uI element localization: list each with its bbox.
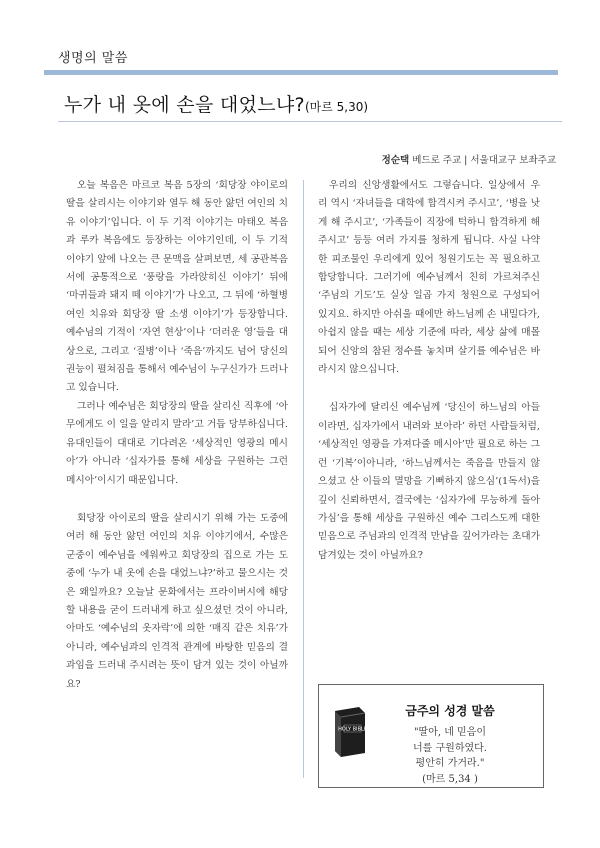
verse-box-title: 금주의 성경 말씀	[405, 704, 495, 718]
author-name: 정순택	[381, 155, 410, 166]
left-column	[66, 177, 288, 694]
column-divider	[303, 180, 304, 778]
verse-reference: (마르 5,34 )	[422, 773, 478, 785]
title-reference: (마르 5,30)	[304, 100, 369, 114]
byline	[382, 152, 556, 166]
weekly-verse-box	[318, 684, 544, 788]
verse-line: "딸아, 네 믿음이	[413, 727, 487, 738]
paragraph: 오늘 복음은 마르코 복음 5장의 ‘회당장 야이로의 딸을 살리시는 이야기와 열두 해 동안 앓던 여인의 치유 이야기’입니다. 이 두 기적 이야기는 마태오 복음과 루카 복음에도 등장하는 이야기인데, 이 두 기적 이야기 앞에 나오는 큰 문맥을 살펴보면, 세 공관복음서에 공통적으로 ‘풍랑을 가라앉히신 이야기’ 뒤에 ‘마귀들과 돼지 떼 이야기’가 나오고, 그 뒤에 ‘하혈병 여인 치유와 회당장 딸 소생 이야기’가 등장합니다. 예수님의 기적이 ‘자연 현상’이나 ‘더러운 영’들을 대상으로, 그리고 ‘질병’이나 ‘죽음’까지도 넘어 당신의 권능이 펼쳐짐을 통해서 예수님이 누구신가가 드러나고 있습니다.	[66, 180, 288, 394]
page-title	[64, 90, 368, 117]
verse-line: 너를 구원하였다.	[413, 742, 487, 754]
author-role: 베드로 주교 | 서울대교구 보좌주교	[412, 155, 556, 166]
title-rule	[58, 121, 562, 122]
verse-line: 평안히 가거라."	[415, 758, 485, 769]
bible-icon-label: HOLY BIBLE	[338, 726, 367, 733]
section-label: 생명의 말씀	[58, 51, 128, 66]
paragraph: 우리의 신앙생활에서도 그렇습니다. 일상에서 우리 역시 ‘자녀들을 대학에 합격시켜 주시고’, ‘병을 낫게 해 주시고’, ‘가족들이 직장에 턱하니 합격하게 해 주시고’ 등등 여러 가지를 청하게 됩니다. 사실 나약한 피조물인 우리에게 있어 청원기도는 꼭 필요하고 합당합니다. 그러기에 예수님께서 친히 가르쳐주신 ‘주님의 기도’도 실상 일곱 가지 청원으로 구성되어 있지요. 하지만 아쉬울 때에만 하느님께 손 내밀다가, 아쉽지 않을 때는 세상 기준에 따라, 세상 삶에 매몰되어 신앙의 참된 정수를 놓치며 살기를 예수님은 바라시지 않으십니다.	[318, 180, 540, 376]
title-text: 누가 내 옷에 손을 대었느냐?	[64, 94, 305, 116]
verse-text	[357, 725, 543, 787]
paragraph: 십자가에 달리신 예수님께 ‘당신이 하느님의 아들이라면, 십자가에서 내려와 보아라’ 하던 사람들처럼, ‘세상적인 영광을 가져다줄 메시아’만 필요로 하는 그런 ‘기복’이아니라, ‘하느님께서는 죽음을 만들지 않으셨고 산 이들의 멸망을 기뻐하지 않으심’(1독서)을 깊이 신뢰하면서, 결국에는 ‘십자가에 무능하게 돌아가심’을 통해 세상을 구원하신 예수 그리스도께 대한 믿음으로 주님과의 인격적 만남을 깊어가라는 초대가 담겨있는 것이 아닐까요?	[318, 402, 540, 561]
header-rule	[44, 70, 558, 75]
right-column	[318, 177, 540, 565]
paragraph: 그러나 예수님은 회당장의 딸을 살리신 직후에 ‘아무에게도 이 일을 알리지 말라’고 거듭 당부하십니다. 유대인들이 대대로 기다려온 ‘세상적인 영광의 메시아’가 아니라 ‘십자가를 통해 세상을 구원하는 그런 메시아’이시기 때문입니다.	[66, 400, 288, 486]
paragraph: 회당장 아이로의 딸을 살리시기 위해 가는 도중에 여러 해 동안 앓던 여인의 치유 이야기에서, 수많은 군중이 예수님을 에워싸고 회당장의 집으로 가는 도중에 ‘누가 내 옷에 손을 대었느냐?’하고 물으시는 것은 왜일까요? 오늘날 문화에서는 프라이버시에 해당할 내용을 굳이 드러내게 하고 싶으셨던 것이 아니라, 아마도 ‘예수님의 옷자락’에 의한 ‘매직 같은 치유’가 아니라, 예수님과의 인격적 관계에 바탕한 믿음의 결과임을 드러내 주시려는 뜻이 담겨 있는 것이 아닐까요?	[66, 512, 288, 690]
